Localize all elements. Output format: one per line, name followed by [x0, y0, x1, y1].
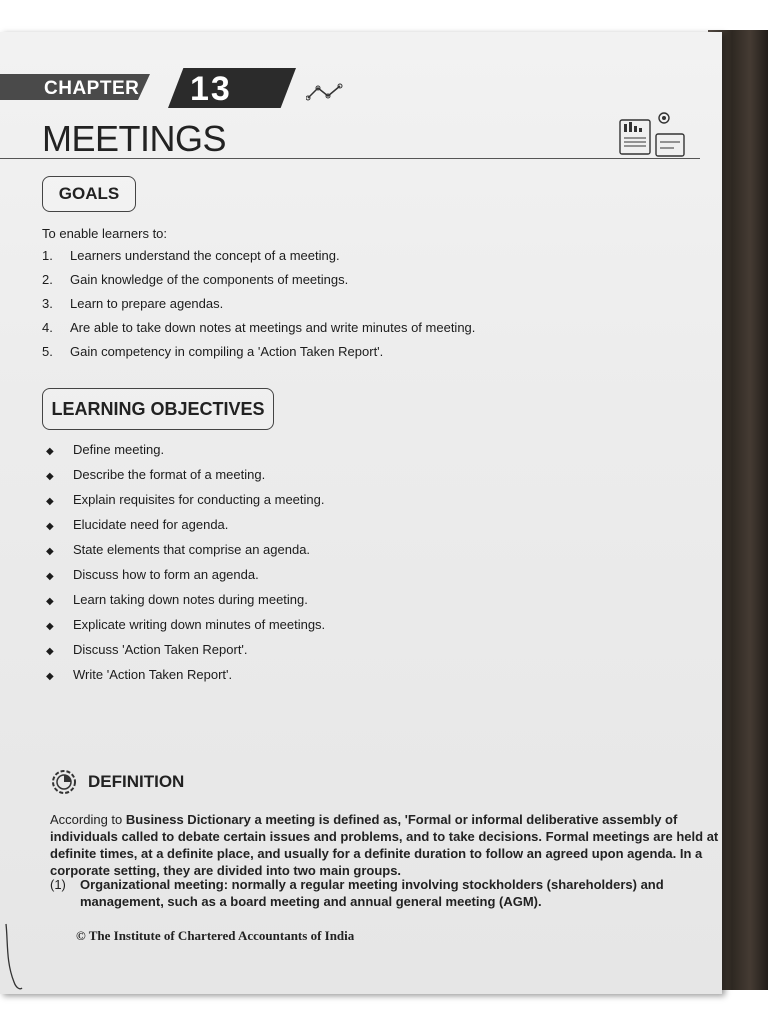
objective-item: ◆ State elements that comprise an agenda. — [46, 542, 311, 557]
title-rule — [0, 158, 700, 159]
goal-item: 5. Gain competency in compiling a 'Action Taken Report'. — [42, 344, 384, 359]
definition-label: DEFINITION — [88, 772, 185, 791]
definition-item — [50, 876, 720, 910]
goal-item: 3. Learn to prepare agendas. — [42, 296, 224, 311]
bullet-icon: ◆ — [46, 571, 54, 582]
definition-body: Business Dictionary a meeting is defined as, 'Formal or informal deliberative assembly of individuals called to debate certain issues and problems, and to take decisions. Formal meetings are held at definite times, at a definite place, and usually for a definite duration to follow an agreed upon agenda. In a corporate setting, they are divided into two main groups. — [50, 812, 719, 878]
chapter-header — [0, 68, 320, 108]
objective-item: ◆ Elucidate need for agenda. — [46, 517, 229, 532]
goals-list — [42, 248, 475, 368]
definition-item-number: (1) — [50, 877, 66, 892]
bullet-icon: ◆ — [46, 671, 54, 682]
zigzag-line-icon — [306, 82, 346, 102]
clock-icon — [50, 768, 78, 796]
goal-item: 4. Are able to take down notes at meetings and write minutes of meeting. — [42, 320, 476, 335]
bullet-icon: ◆ — [46, 546, 54, 557]
bullet-icon: ◆ — [46, 446, 54, 457]
bullet-icon: ◆ — [46, 646, 54, 657]
objective-item: ◆ Explain requisites for conducting a meeting. — [46, 492, 325, 507]
objective-item: ◆ Explicate writing down minutes of meetings. — [46, 617, 326, 632]
chapter-label: CHAPTER — [44, 78, 140, 99]
goal-item: 2. Gain knowledge of the components of meetings. — [42, 272, 349, 287]
bullet-icon: ◆ — [46, 496, 54, 507]
definition-lead: According to — [50, 812, 123, 827]
page-title: MEETINGS — [42, 118, 227, 159]
chapter-number-box — [168, 68, 296, 108]
definition-item-text: Organizational meeting: normally a regular meeting involving stockholders (shareholders) and management, such as a board meeting and annual general meeting (AGM). — [80, 877, 664, 909]
goal-item: 1. Learners understand the concept of a meeting. — [42, 248, 340, 263]
definition-paragraph — [50, 811, 720, 879]
bullet-icon: ◆ — [46, 596, 54, 607]
copyright-footer: © The Institute of Chartered Accountants of India — [76, 928, 355, 943]
objective-item: ◆ Define meeting. — [46, 442, 165, 457]
pen-mark — [0, 922, 30, 992]
learning-objectives-list — [46, 442, 325, 692]
objective-item: ◆ Describe the format of a meeting. — [46, 467, 266, 482]
chart-document-icon — [618, 110, 688, 160]
goals-intro: To enable learners to: — [42, 226, 168, 241]
objective-item: ◆ Learn taking down notes during meeting. — [46, 592, 308, 607]
chapter-number: 13 — [190, 70, 232, 108]
bullet-icon: ◆ — [46, 621, 54, 632]
bullet-icon: ◆ — [46, 521, 54, 532]
objective-item: ◆ Discuss 'Action Taken Report'. — [46, 642, 248, 657]
document-page — [0, 32, 722, 994]
objective-item: ◆ Write 'Action Taken Report'. — [46, 667, 233, 682]
learning-objectives-heading: LEARNING OBJECTIVES — [42, 388, 274, 430]
objective-item: ◆ Discuss how to form an agenda. — [46, 567, 259, 582]
goals-heading: GOALS — [42, 176, 136, 212]
gear-icon — [659, 113, 669, 123]
definition-heading — [50, 768, 184, 796]
bullet-icon: ◆ — [46, 471, 54, 482]
